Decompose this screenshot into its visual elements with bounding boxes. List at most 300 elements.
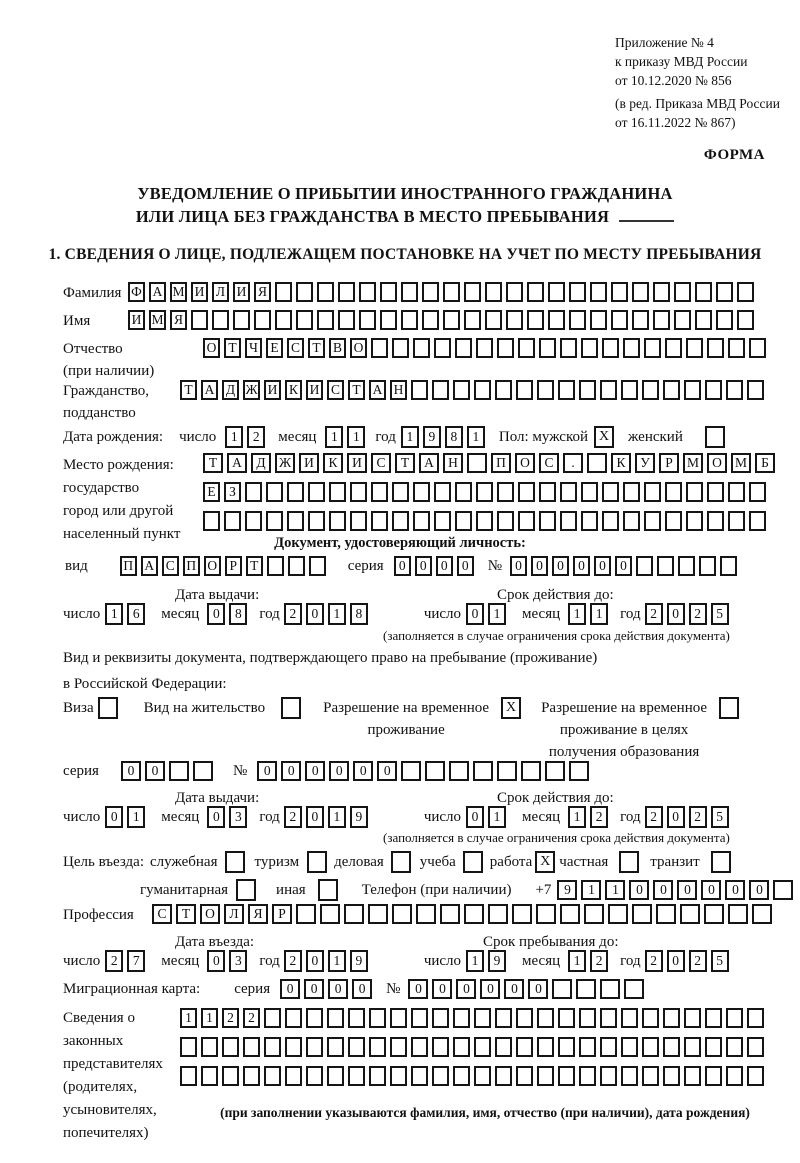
form-cell[interactable] bbox=[350, 482, 367, 502]
form-cell[interactable] bbox=[590, 282, 607, 302]
form-cell[interactable] bbox=[401, 761, 421, 781]
form-cell[interactable]: 2 bbox=[222, 1008, 239, 1028]
form-cell[interactable] bbox=[264, 1066, 281, 1086]
form-cell[interactable]: Т bbox=[308, 338, 325, 358]
form-cell[interactable]: 0 bbox=[329, 761, 349, 781]
form-cell[interactable] bbox=[392, 338, 409, 358]
form-cell[interactable] bbox=[705, 1008, 722, 1028]
form-cell[interactable] bbox=[245, 511, 262, 531]
form-cell[interactable] bbox=[576, 979, 596, 999]
form-cell[interactable]: Ч bbox=[245, 338, 262, 358]
form-cell[interactable] bbox=[579, 1066, 596, 1086]
purpose-private-checkbox[interactable] bbox=[619, 851, 639, 873]
form-cell[interactable] bbox=[434, 338, 451, 358]
form-cell[interactable]: В bbox=[329, 338, 346, 358]
form-cell[interactable] bbox=[308, 511, 325, 531]
form-cell[interactable] bbox=[569, 310, 586, 330]
form-cell[interactable]: 0 bbox=[436, 556, 453, 576]
form-cell[interactable]: 1 bbox=[466, 950, 484, 972]
form-cell[interactable] bbox=[684, 380, 701, 400]
form-cell[interactable]: 2 bbox=[105, 950, 123, 972]
form-cell[interactable] bbox=[371, 338, 388, 358]
form-cell[interactable]: Р bbox=[659, 453, 679, 473]
form-cell[interactable]: 0 bbox=[667, 806, 685, 828]
form-cell[interactable] bbox=[642, 1008, 659, 1028]
form-cell[interactable] bbox=[707, 511, 724, 531]
form-cell[interactable]: Л bbox=[212, 282, 229, 302]
form-cell[interactable]: А bbox=[141, 556, 158, 576]
form-cell[interactable] bbox=[296, 310, 313, 330]
form-cell[interactable]: 0 bbox=[629, 880, 649, 900]
form-cell[interactable] bbox=[413, 511, 430, 531]
form-cell[interactable]: 2 bbox=[247, 426, 265, 448]
form-cell[interactable] bbox=[359, 310, 376, 330]
form-cell[interactable] bbox=[749, 338, 766, 358]
form-cell[interactable]: Н bbox=[443, 453, 463, 473]
form-cell[interactable] bbox=[773, 880, 793, 900]
form-cell[interactable] bbox=[401, 310, 418, 330]
form-cell[interactable] bbox=[495, 1008, 512, 1028]
form-cell[interactable] bbox=[560, 338, 577, 358]
form-cell[interactable] bbox=[644, 511, 661, 531]
form-cell[interactable] bbox=[455, 338, 472, 358]
form-cell[interactable] bbox=[275, 310, 292, 330]
form-cell[interactable] bbox=[548, 282, 565, 302]
form-cell[interactable] bbox=[243, 1037, 260, 1057]
form-cell[interactable] bbox=[587, 453, 607, 473]
form-cell[interactable] bbox=[716, 310, 733, 330]
form-cell[interactable] bbox=[485, 282, 502, 302]
form-cell[interactable] bbox=[602, 338, 619, 358]
form-cell[interactable]: О bbox=[204, 556, 221, 576]
form-cell[interactable] bbox=[569, 761, 589, 781]
form-cell[interactable] bbox=[512, 904, 532, 924]
form-cell[interactable] bbox=[747, 1037, 764, 1057]
form-cell[interactable]: 0 bbox=[466, 806, 484, 828]
form-cell[interactable] bbox=[680, 904, 700, 924]
form-cell[interactable] bbox=[600, 380, 617, 400]
form-cell[interactable]: М bbox=[170, 282, 187, 302]
form-cell[interactable] bbox=[726, 1066, 743, 1086]
form-cell[interactable] bbox=[686, 338, 703, 358]
form-cell[interactable]: 9 bbox=[350, 950, 368, 972]
form-cell[interactable]: 0 bbox=[594, 556, 611, 576]
form-cell[interactable] bbox=[737, 282, 754, 302]
form-cell[interactable] bbox=[516, 1066, 533, 1086]
form-cell[interactable] bbox=[623, 482, 640, 502]
form-cell[interactable]: Т bbox=[348, 380, 365, 400]
form-cell[interactable] bbox=[642, 380, 659, 400]
form-cell[interactable] bbox=[392, 904, 412, 924]
form-cell[interactable] bbox=[474, 1037, 491, 1057]
form-cell[interactable] bbox=[642, 1066, 659, 1086]
form-cell[interactable] bbox=[348, 1037, 365, 1057]
form-cell[interactable] bbox=[440, 904, 460, 924]
form-cell[interactable]: И bbox=[299, 453, 319, 473]
form-cell[interactable] bbox=[193, 761, 213, 781]
form-cell[interactable] bbox=[600, 1066, 617, 1086]
form-cell[interactable]: 0 bbox=[415, 556, 432, 576]
form-cell[interactable] bbox=[327, 1037, 344, 1057]
form-cell[interactable] bbox=[180, 1066, 197, 1086]
form-cell[interactable] bbox=[317, 310, 334, 330]
form-cell[interactable]: 2 bbox=[689, 806, 707, 828]
form-cell[interactable] bbox=[401, 282, 418, 302]
form-cell[interactable] bbox=[663, 380, 680, 400]
form-cell[interactable] bbox=[467, 453, 487, 473]
form-cell[interactable]: П bbox=[120, 556, 137, 576]
form-cell[interactable]: 1 bbox=[347, 426, 365, 448]
form-cell[interactable] bbox=[726, 1008, 743, 1028]
form-cell[interactable] bbox=[296, 282, 313, 302]
form-cell[interactable] bbox=[581, 482, 598, 502]
form-cell[interactable]: 0 bbox=[145, 761, 165, 781]
form-cell[interactable] bbox=[485, 310, 502, 330]
form-cell[interactable]: 8 bbox=[445, 426, 463, 448]
form-cell[interactable]: 0 bbox=[257, 761, 277, 781]
form-cell[interactable] bbox=[243, 1066, 260, 1086]
form-cell[interactable] bbox=[266, 511, 283, 531]
form-cell[interactable] bbox=[169, 761, 189, 781]
form-cell[interactable]: 1 bbox=[605, 880, 625, 900]
form-cell[interactable] bbox=[611, 282, 628, 302]
form-cell[interactable]: Т bbox=[180, 380, 197, 400]
form-cell[interactable]: 0 bbox=[281, 761, 301, 781]
form-cell[interactable]: 0 bbox=[352, 979, 372, 999]
form-cell[interactable] bbox=[545, 761, 565, 781]
form-cell[interactable] bbox=[684, 1037, 701, 1057]
form-cell[interactable] bbox=[579, 1037, 596, 1057]
form-cell[interactable] bbox=[602, 482, 619, 502]
form-cell[interactable]: 2 bbox=[689, 950, 707, 972]
form-cell[interactable]: 3 bbox=[229, 806, 247, 828]
form-cell[interactable] bbox=[390, 1037, 407, 1057]
form-cell[interactable] bbox=[422, 310, 439, 330]
purpose-tourism-checkbox[interactable] bbox=[307, 851, 327, 873]
form-cell[interactable]: 0 bbox=[510, 556, 527, 576]
form-cell[interactable] bbox=[684, 1066, 701, 1086]
form-cell[interactable] bbox=[497, 482, 514, 502]
form-cell[interactable] bbox=[537, 380, 554, 400]
form-cell[interactable] bbox=[608, 904, 628, 924]
form-cell[interactable]: Т bbox=[176, 904, 196, 924]
form-cell[interactable]: Р bbox=[272, 904, 292, 924]
form-cell[interactable] bbox=[752, 904, 772, 924]
sex-male-checkbox[interactable]: X bbox=[594, 426, 614, 448]
form-cell[interactable]: М bbox=[731, 453, 751, 473]
form-cell[interactable] bbox=[747, 1066, 764, 1086]
form-cell[interactable]: Б bbox=[755, 453, 775, 473]
form-cell[interactable]: 0 bbox=[504, 979, 524, 999]
form-cell[interactable] bbox=[455, 482, 472, 502]
form-cell[interactable] bbox=[275, 282, 292, 302]
form-cell[interactable] bbox=[473, 761, 493, 781]
form-cell[interactable] bbox=[579, 1008, 596, 1028]
form-cell[interactable] bbox=[476, 338, 493, 358]
form-cell[interactable] bbox=[623, 511, 640, 531]
form-cell[interactable] bbox=[705, 1037, 722, 1057]
form-cell[interactable]: 0 bbox=[408, 979, 428, 999]
form-cell[interactable] bbox=[348, 1066, 365, 1086]
form-cell[interactable] bbox=[411, 1008, 428, 1028]
form-cell[interactable] bbox=[728, 482, 745, 502]
form-cell[interactable]: И bbox=[306, 380, 323, 400]
form-cell[interactable] bbox=[390, 1066, 407, 1086]
form-cell[interactable] bbox=[539, 511, 556, 531]
form-cell[interactable]: 0 bbox=[677, 880, 697, 900]
form-cell[interactable] bbox=[329, 511, 346, 531]
form-cell[interactable] bbox=[495, 380, 512, 400]
form-cell[interactable]: Ж bbox=[243, 380, 260, 400]
form-cell[interactable] bbox=[678, 556, 695, 576]
form-cell[interactable]: 1 bbox=[568, 950, 586, 972]
form-cell[interactable] bbox=[602, 511, 619, 531]
form-cell[interactable]: 1 bbox=[488, 603, 506, 625]
form-cell[interactable] bbox=[285, 1008, 302, 1028]
visa-checkbox[interactable] bbox=[98, 697, 118, 719]
form-cell[interactable] bbox=[464, 904, 484, 924]
form-cell[interactable] bbox=[516, 1037, 533, 1057]
form-cell[interactable] bbox=[371, 482, 388, 502]
form-cell[interactable] bbox=[306, 1037, 323, 1057]
form-cell[interactable] bbox=[201, 1066, 218, 1086]
form-cell[interactable] bbox=[453, 380, 470, 400]
form-cell[interactable]: . bbox=[563, 453, 583, 473]
form-cell[interactable]: О bbox=[707, 453, 727, 473]
form-cell[interactable]: 0 bbox=[305, 761, 325, 781]
form-cell[interactable]: 0 bbox=[306, 950, 324, 972]
form-cell[interactable] bbox=[224, 511, 241, 531]
form-cell[interactable] bbox=[632, 904, 652, 924]
form-cell[interactable] bbox=[434, 482, 451, 502]
form-cell[interactable]: 6 bbox=[127, 603, 145, 625]
form-cell[interactable] bbox=[686, 511, 703, 531]
form-cell[interactable]: О bbox=[203, 338, 220, 358]
form-cell[interactable]: Д bbox=[222, 380, 239, 400]
form-cell[interactable] bbox=[180, 1037, 197, 1057]
form-cell[interactable]: 8 bbox=[350, 603, 368, 625]
form-cell[interactable]: Я bbox=[170, 310, 187, 330]
form-cell[interactable] bbox=[476, 482, 493, 502]
form-cell[interactable] bbox=[518, 338, 535, 358]
form-cell[interactable]: О bbox=[350, 338, 367, 358]
form-cell[interactable] bbox=[665, 338, 682, 358]
form-cell[interactable]: С bbox=[371, 453, 391, 473]
form-cell[interactable] bbox=[191, 310, 208, 330]
form-cell[interactable] bbox=[287, 511, 304, 531]
form-cell[interactable]: 2 bbox=[645, 806, 663, 828]
form-cell[interactable]: 0 bbox=[552, 556, 569, 576]
form-cell[interactable]: 1 bbox=[328, 603, 346, 625]
form-cell[interactable] bbox=[497, 761, 517, 781]
form-cell[interactable] bbox=[621, 1008, 638, 1028]
form-cell[interactable] bbox=[518, 482, 535, 502]
form-cell[interactable]: 1 bbox=[328, 950, 346, 972]
form-cell[interactable]: 9 bbox=[557, 880, 577, 900]
form-cell[interactable] bbox=[506, 282, 523, 302]
form-cell[interactable] bbox=[581, 511, 598, 531]
form-cell[interactable] bbox=[516, 1008, 533, 1028]
form-cell[interactable]: 0 bbox=[531, 556, 548, 576]
form-cell[interactable] bbox=[537, 1037, 554, 1057]
form-cell[interactable]: 1 bbox=[467, 426, 485, 448]
form-cell[interactable]: К bbox=[285, 380, 302, 400]
form-cell[interactable] bbox=[521, 761, 541, 781]
form-cell[interactable] bbox=[636, 556, 653, 576]
form-cell[interactable]: К bbox=[611, 453, 631, 473]
form-cell[interactable] bbox=[749, 511, 766, 531]
form-cell[interactable] bbox=[674, 282, 691, 302]
form-cell[interactable] bbox=[254, 310, 271, 330]
form-cell[interactable] bbox=[665, 511, 682, 531]
form-cell[interactable]: 1 bbox=[568, 603, 586, 625]
form-cell[interactable] bbox=[644, 338, 661, 358]
form-cell[interactable] bbox=[600, 979, 620, 999]
form-cell[interactable]: М bbox=[149, 310, 166, 330]
form-cell[interactable]: П bbox=[491, 453, 511, 473]
form-cell[interactable]: 0 bbox=[280, 979, 300, 999]
form-cell[interactable] bbox=[380, 282, 397, 302]
form-cell[interactable] bbox=[747, 1008, 764, 1028]
form-cell[interactable] bbox=[695, 282, 712, 302]
form-cell[interactable] bbox=[233, 310, 250, 330]
form-cell[interactable] bbox=[518, 511, 535, 531]
form-cell[interactable]: Ж bbox=[275, 453, 295, 473]
form-cell[interactable] bbox=[537, 1066, 554, 1086]
purpose-other-checkbox[interactable] bbox=[318, 879, 338, 901]
form-cell[interactable] bbox=[474, 380, 491, 400]
form-cell[interactable] bbox=[348, 1008, 365, 1028]
form-cell[interactable] bbox=[425, 761, 445, 781]
form-cell[interactable]: 7 bbox=[127, 950, 145, 972]
form-cell[interactable] bbox=[285, 1066, 302, 1086]
form-cell[interactable] bbox=[663, 1037, 680, 1057]
form-cell[interactable] bbox=[621, 1066, 638, 1086]
form-cell[interactable]: 1 bbox=[401, 426, 419, 448]
form-cell[interactable]: 1 bbox=[488, 806, 506, 828]
form-cell[interactable] bbox=[453, 1066, 470, 1086]
form-cell[interactable] bbox=[432, 1037, 449, 1057]
form-cell[interactable] bbox=[705, 380, 722, 400]
form-cell[interactable] bbox=[707, 482, 724, 502]
form-cell[interactable]: 0 bbox=[466, 603, 484, 625]
form-cell[interactable] bbox=[264, 1008, 281, 1028]
form-cell[interactable] bbox=[344, 904, 364, 924]
form-cell[interactable] bbox=[350, 511, 367, 531]
form-cell[interactable] bbox=[558, 1066, 575, 1086]
form-cell[interactable]: 2 bbox=[590, 806, 608, 828]
form-cell[interactable] bbox=[327, 1008, 344, 1028]
form-cell[interactable] bbox=[432, 1066, 449, 1086]
form-cell[interactable] bbox=[527, 282, 544, 302]
form-cell[interactable]: 0 bbox=[328, 979, 348, 999]
form-cell[interactable] bbox=[642, 1037, 659, 1057]
form-cell[interactable] bbox=[699, 556, 716, 576]
form-cell[interactable] bbox=[590, 310, 607, 330]
form-cell[interactable] bbox=[359, 282, 376, 302]
form-cell[interactable] bbox=[203, 511, 220, 531]
form-cell[interactable] bbox=[704, 904, 724, 924]
form-cell[interactable] bbox=[656, 904, 676, 924]
form-cell[interactable]: И bbox=[347, 453, 367, 473]
form-cell[interactable]: 0 bbox=[105, 806, 123, 828]
form-cell[interactable] bbox=[434, 511, 451, 531]
form-cell[interactable]: 0 bbox=[457, 556, 474, 576]
form-cell[interactable] bbox=[621, 1037, 638, 1057]
form-cell[interactable]: 1 bbox=[180, 1008, 197, 1028]
form-cell[interactable]: 2 bbox=[243, 1008, 260, 1028]
form-cell[interactable]: 0 bbox=[394, 556, 411, 576]
form-cell[interactable] bbox=[371, 511, 388, 531]
form-cell[interactable]: 0 bbox=[353, 761, 373, 781]
form-cell[interactable] bbox=[320, 904, 340, 924]
form-cell[interactable]: 2 bbox=[284, 950, 302, 972]
temp-residence-checkbox[interactable]: X bbox=[501, 697, 521, 719]
form-cell[interactable]: И bbox=[128, 310, 145, 330]
form-cell[interactable] bbox=[411, 1066, 428, 1086]
form-cell[interactable] bbox=[600, 1008, 617, 1028]
form-cell[interactable]: К bbox=[323, 453, 343, 473]
form-cell[interactable] bbox=[705, 1066, 722, 1086]
form-cell[interactable]: Т bbox=[203, 453, 223, 473]
form-cell[interactable] bbox=[464, 282, 481, 302]
form-cell[interactable] bbox=[653, 282, 670, 302]
form-cell[interactable] bbox=[686, 482, 703, 502]
form-cell[interactable]: А bbox=[149, 282, 166, 302]
form-cell[interactable] bbox=[369, 1037, 386, 1057]
form-cell[interactable] bbox=[453, 1037, 470, 1057]
form-cell[interactable] bbox=[506, 310, 523, 330]
form-cell[interactable] bbox=[245, 482, 262, 502]
form-cell[interactable]: 2 bbox=[284, 806, 302, 828]
form-cell[interactable]: 5 bbox=[711, 603, 729, 625]
form-cell[interactable] bbox=[443, 282, 460, 302]
form-cell[interactable] bbox=[380, 310, 397, 330]
purpose-official-checkbox[interactable] bbox=[225, 851, 245, 873]
form-cell[interactable] bbox=[716, 282, 733, 302]
form-cell[interactable]: 0 bbox=[306, 806, 324, 828]
form-cell[interactable] bbox=[749, 482, 766, 502]
form-cell[interactable]: 9 bbox=[350, 806, 368, 828]
form-cell[interactable] bbox=[611, 310, 628, 330]
form-cell[interactable] bbox=[728, 338, 745, 358]
form-cell[interactable]: С bbox=[152, 904, 172, 924]
form-cell[interactable] bbox=[455, 511, 472, 531]
residence-permit-checkbox[interactable] bbox=[281, 697, 301, 719]
form-cell[interactable] bbox=[548, 310, 565, 330]
form-cell[interactable] bbox=[306, 1066, 323, 1086]
form-cell[interactable]: 0 bbox=[432, 979, 452, 999]
form-cell[interactable] bbox=[422, 282, 439, 302]
form-cell[interactable] bbox=[287, 482, 304, 502]
form-cell[interactable] bbox=[495, 1037, 512, 1057]
form-cell[interactable] bbox=[623, 338, 640, 358]
form-cell[interactable]: С bbox=[287, 338, 304, 358]
form-cell[interactable]: А bbox=[227, 453, 247, 473]
form-cell[interactable] bbox=[338, 282, 355, 302]
form-cell[interactable] bbox=[684, 1008, 701, 1028]
form-cell[interactable] bbox=[264, 1037, 281, 1057]
form-cell[interactable]: А bbox=[419, 453, 439, 473]
form-cell[interactable]: 0 bbox=[653, 880, 673, 900]
form-cell[interactable] bbox=[653, 310, 670, 330]
form-cell[interactable]: 8 bbox=[229, 603, 247, 625]
form-cell[interactable] bbox=[720, 556, 737, 576]
form-cell[interactable] bbox=[726, 380, 743, 400]
purpose-work-checkbox[interactable]: X bbox=[535, 851, 555, 873]
form-cell[interactable] bbox=[411, 1037, 428, 1057]
form-cell[interactable]: 0 bbox=[456, 979, 476, 999]
